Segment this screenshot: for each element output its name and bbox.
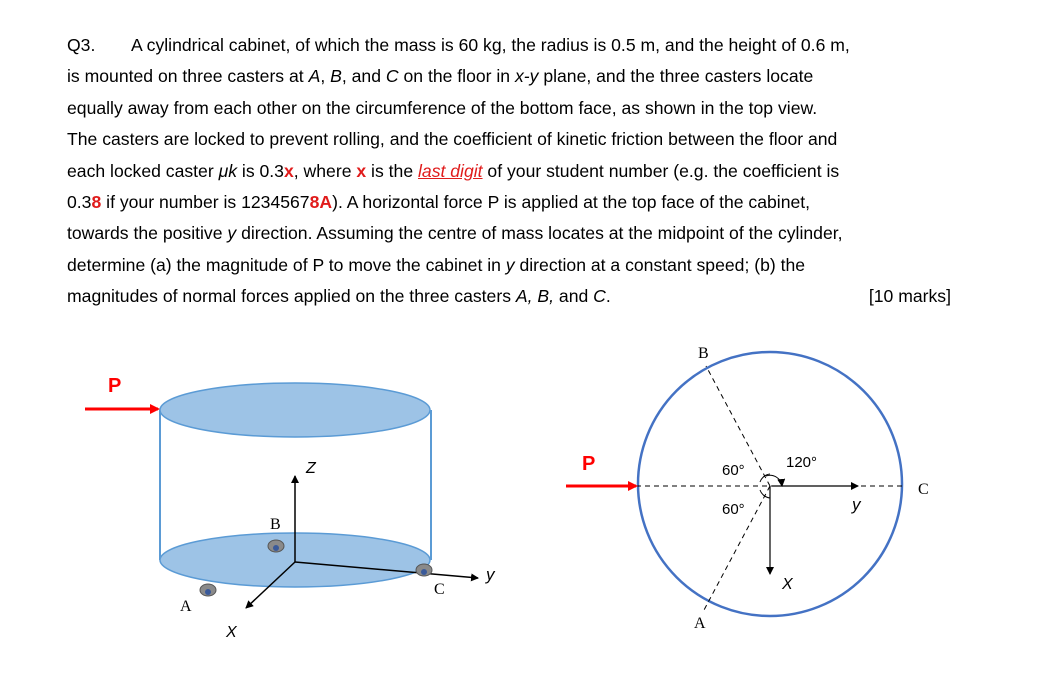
marks: [10 marks] [868, 286, 951, 307]
caster-B-label: B [270, 516, 281, 533]
question-line-1: Q3. A cylindrical cabinet, of which the mass is 60 kg, the radius is 0.5 m, and the height of 0.6 m, [67, 30, 951, 61]
caster-B-icon [268, 540, 284, 552]
top-view-figure [566, 345, 929, 632]
point-B-label: B [698, 345, 709, 362]
angle-arc-right [766, 475, 782, 486]
question-number: Q3. [67, 35, 96, 55]
question-line-3: equally away from each other on the circumference of the bottom face, as shown in the top view. [67, 97, 818, 118]
angle-arc-bottom [760, 490, 770, 498]
z-axis-label: Z [306, 460, 316, 477]
angle-top-label: 60° [722, 462, 745, 479]
caster-C-label: C [434, 581, 445, 598]
top-view-circle [638, 352, 902, 616]
caster-C-icon [416, 564, 432, 576]
y-axis-label-right: y [852, 495, 861, 514]
question-line-8: determine (a) the magnitude of P to move the cabinet in y direction at a constant speed; (b) the [67, 254, 806, 275]
caster-A-icon [200, 584, 216, 596]
cabinet-top-face [160, 383, 430, 437]
question-line-2: is mounted on three casters at A, B, and C on the floor in x-y plane, and the three casters locate [67, 66, 814, 87]
question-line-5: each locked caster μk is 0.3x, where x is the last digit of your student number (e.g. the coefficient is [67, 160, 840, 181]
y-axis-label-left: y [486, 565, 495, 584]
question-line-4: The casters are locked to prevent rolling, and the coefficient of kinetic friction between the floor and [67, 129, 838, 150]
question-line-9: magnitudes of normal forces applied on the three casters A, B, and C. [10 marks] [67, 281, 951, 312]
question-line-7: towards the positive y direction. Assuming the centre of mass locates at the midpoint of the cylinder, [67, 223, 843, 244]
point-C-label: C [918, 481, 929, 498]
force-p-label-right: P [582, 453, 596, 475]
question-line-6: 0.38 if your number is 12345678A). A horizontal force P is applied at the top face of the cabinet, [67, 191, 811, 212]
angle-bottom-label: 60° [722, 501, 745, 518]
caster-A-label: A [180, 598, 192, 615]
last-digit-link[interactable]: last digit [418, 160, 483, 181]
x-axis-label-right: X [782, 576, 793, 593]
angle-right-label: 120° [786, 454, 818, 471]
force-p-label-left: P [108, 375, 122, 397]
x-axis-label-left: X [226, 624, 237, 641]
point-A-label: A [694, 615, 706, 632]
